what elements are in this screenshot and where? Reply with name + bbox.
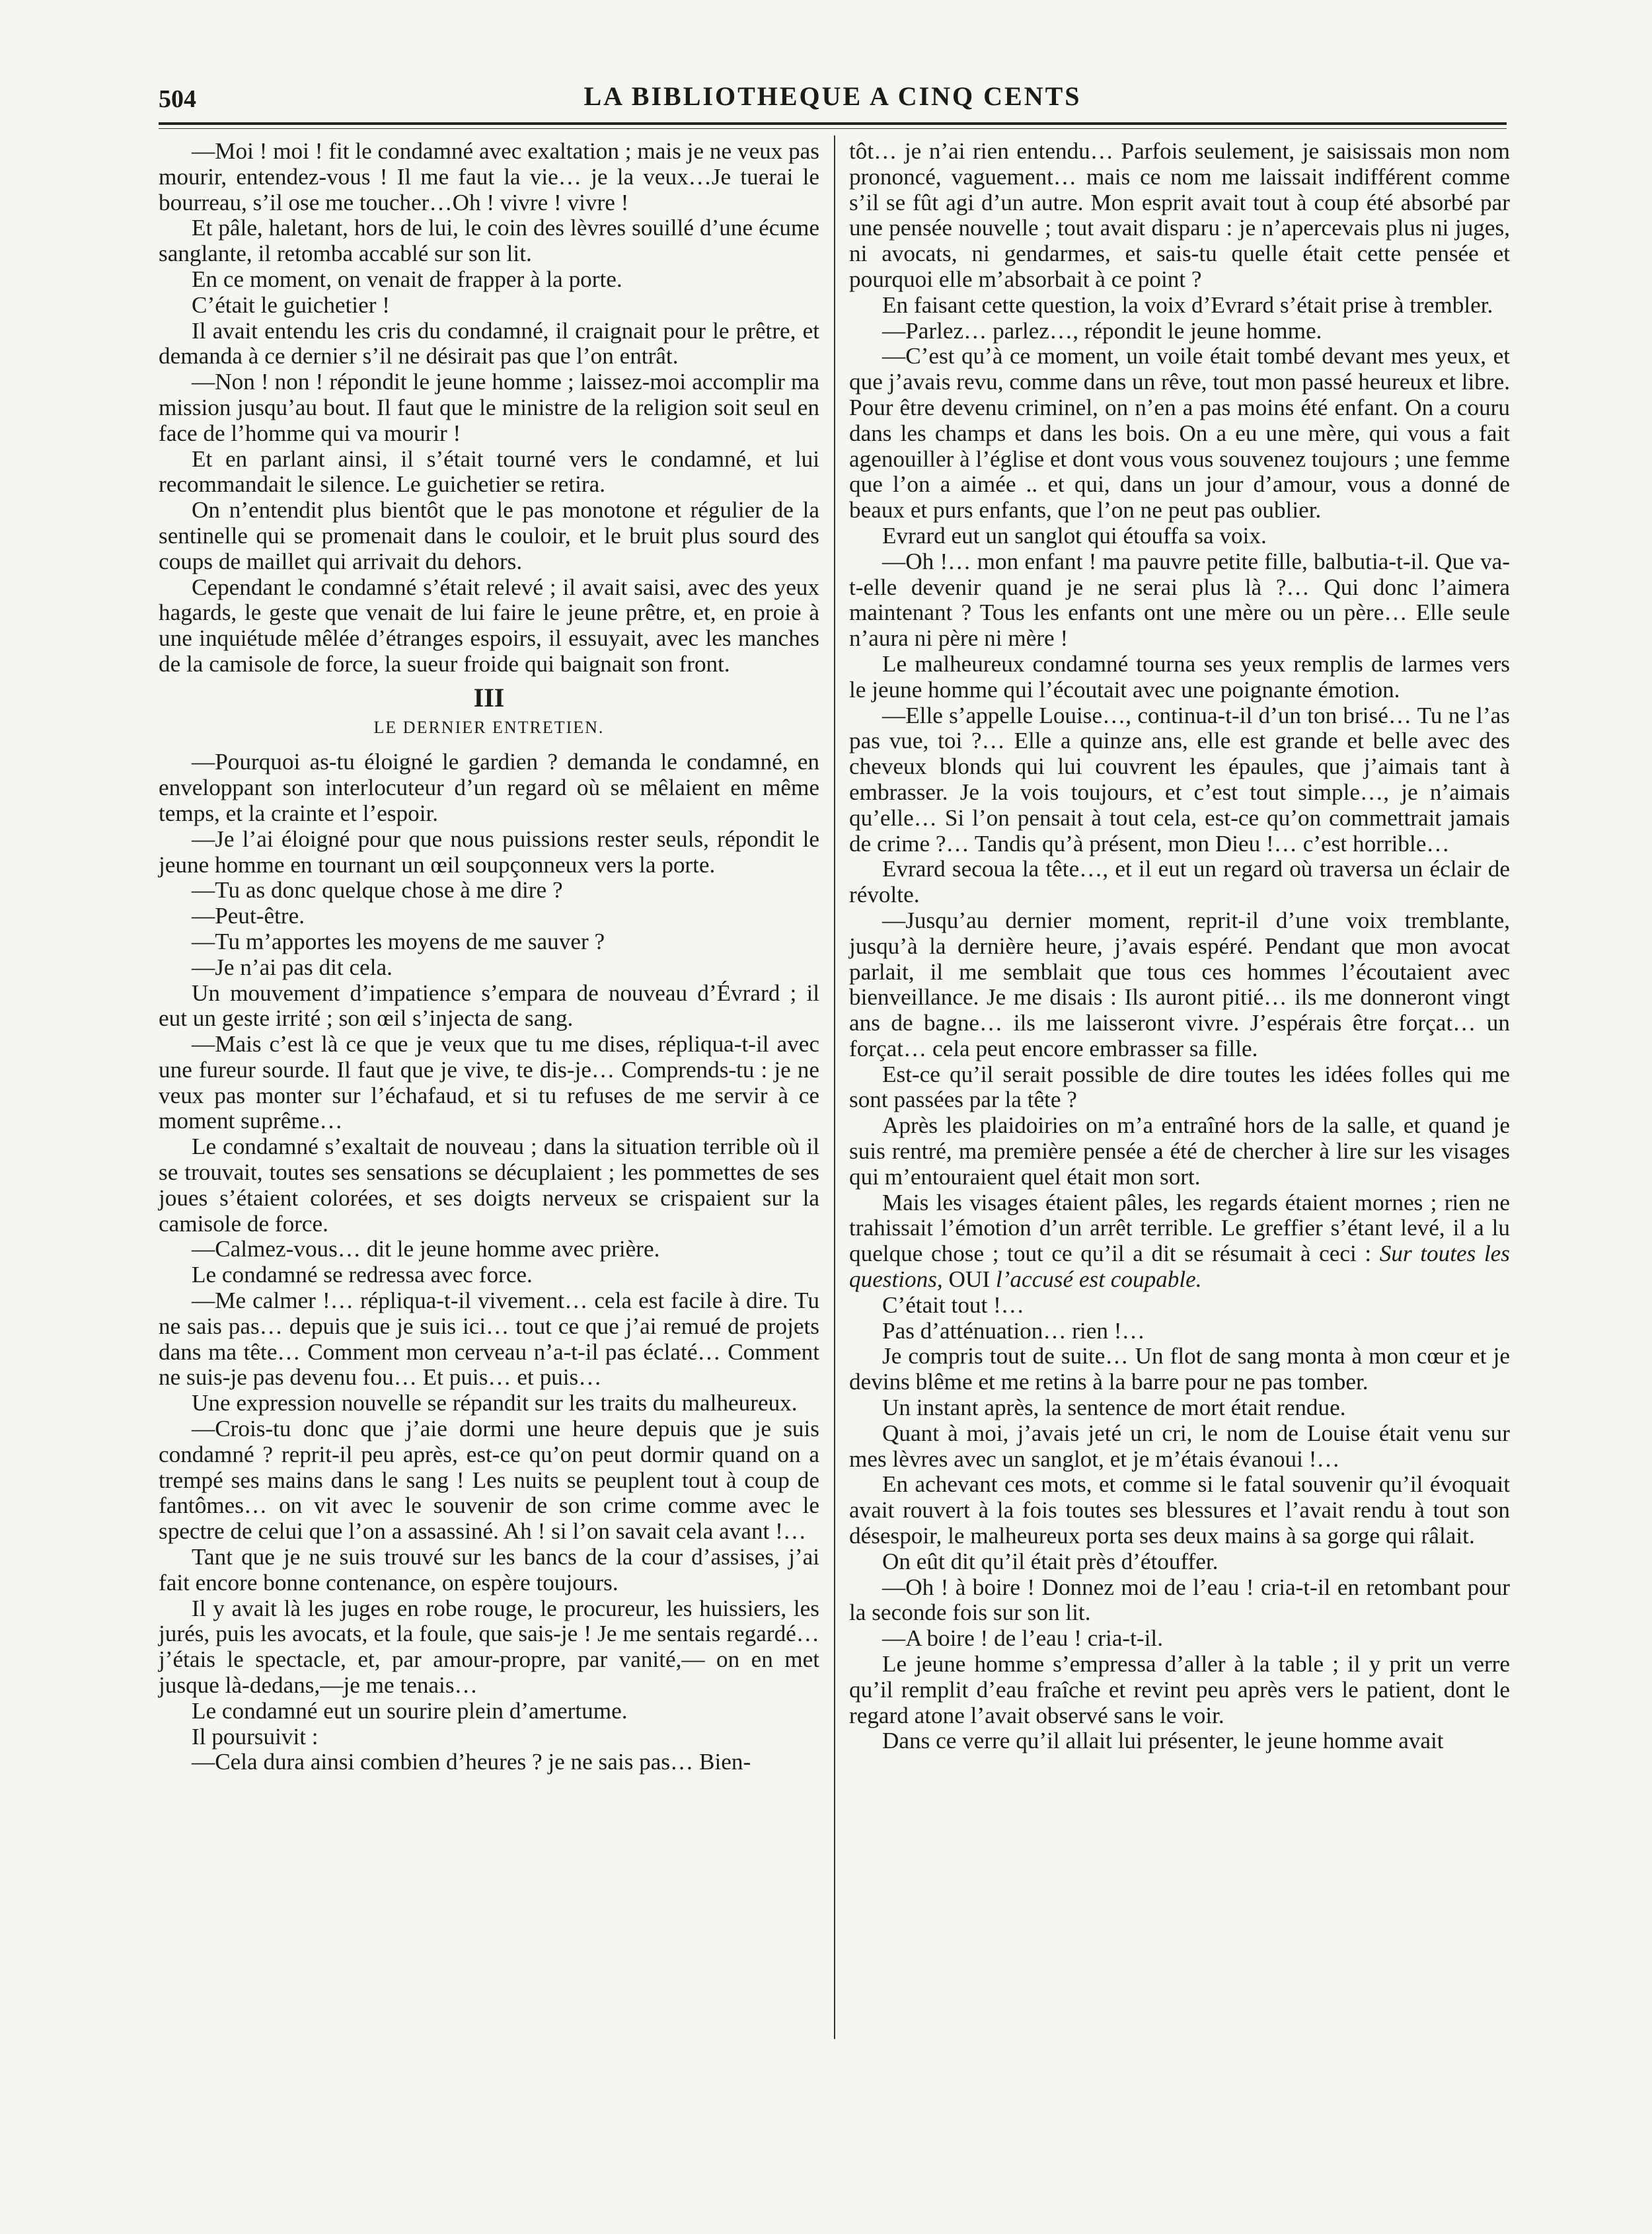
paragraph: —Parlez… parlez…, répondit le jeune homme. xyxy=(882,317,1322,344)
verdict-oui: OUI xyxy=(942,1266,996,1293)
paragraph-continuation: tôt… je n’ai rien entendu… Parfois seulement, je saisissais mon nom prononcé, vaguement… mais ce nom me laissait indifférent comme s’il se fût agi d’un autre. Mon esprit avait tout à coup été absorbé par une pensée nouvelle ; tout avait disparu : je n’apercevais plus ni juges, ni avocats, ni gendarmes, et sais-tu quelle était cette pensée et pourquoi elle m’absorbait à ce point ? xyxy=(849,138,1510,292)
paragraph: En ce moment, on venait de frapper à la porte. xyxy=(192,266,622,292)
header-rule xyxy=(159,122,1507,125)
paragraph: Est-ce qu’il serait possible de dire toutes les idées folles qui me sont passées par la tête ? xyxy=(849,1061,1510,1113)
paragraph: —Oh ! à boire ! Donnez moi de l’eau ! cria-t-il en retombant pour la seconde fois sur son lit. xyxy=(849,1574,1510,1626)
paragraph: Il avait entendu les cris du condamné, il craignait pour le prêtre, et demanda à ce dernier s’il ne désirait pas que l’on entrât. xyxy=(159,317,819,369)
paragraph: Dans ce verre qu’il allait lui présenter, le jeune homme avait xyxy=(882,1728,1444,1754)
paragraph-group xyxy=(159,139,819,677)
section-title: LE DERNIER ENTRETIEN. xyxy=(373,717,605,737)
paragraph: C’était tout !… xyxy=(882,1291,1024,1318)
verdict-italic: Sur toutes les questions, xyxy=(849,1241,1510,1293)
column-divider xyxy=(834,135,835,2039)
paragraph: Et en parlant ainsi, il s’était tourné vers le condamné, et lui recommandait le silence. Le guichetier se retira. xyxy=(159,445,819,498)
paragraph: —Non ! non ! répondit le jeune homme ; laissez-moi accomplir ma mission jusqu’au bout. Il faut que le ministre de la religion soit seul en face de l’homme qui va mourir ! xyxy=(159,369,819,446)
paragraph: —C’est qu’à ce moment, un voile était tombé devant mes yeux, et que j’avais revu, comme dans un rêve, tout mon passé heureux et libre. Pour être devenu criminel, on n’en a pas moins été enfant. On a couru dans les champs et dans les bois. On a eu une mère, qui vous a fait agenouiller à l’église et dont vous vous souvenez toujours ; une femme que l’on a aimée .. et qui, dans un jour d’amour, vous a donné de beaux et purs enfants, que l’on ne peut pas oublier. xyxy=(849,343,1510,523)
paragraph: —Mais c’est là ce que je veux que tu me dises, répliqua-t-il avec une fureur sourde. Il faut que je vive, te dis-je… Comprends-tu : je ne veux pas monter sur l’échafaud, et si tu refuses de me servir à ce moment suprême… xyxy=(159,1031,819,1134)
paragraph: —Moi ! moi ! fit le condamné avec exaltation ; mais je ne veux pas mourir, entendez-vous ! Il me faut la vie… je la veux…Je tuerai le bourreau, s’il ose me toucher…Oh ! vivre ! vivre ! xyxy=(159,138,819,215)
paragraph: Il y avait là les juges en robe rouge, le procureur, les huissiers, les jurés, puis les avocats, et la foule, que sais-je ! Je me sentais regardé… j’étais le spectacle, et, par amour-propre, par vanité,— on en met jusque là-dedans,—je me tenais… xyxy=(159,1595,819,1699)
paragraph: Le malheureux condamné tourna ses yeux remplis de larmes vers le jeune homme qui l’écoutait avec une poignante émotion. xyxy=(849,650,1510,703)
paragraph: —A boire ! de l’eau ! cria-t-il. xyxy=(882,1625,1163,1652)
paragraph: Un instant après, la sentence de mort était rendue. xyxy=(882,1395,1346,1421)
paragraph-group xyxy=(159,750,819,1775)
paragraph: Une expression nouvelle se répandit sur les traits du malheureux. xyxy=(192,1390,798,1416)
paragraph: —Peut-être. xyxy=(192,903,305,929)
verdict-text: Mais les visages étaient pâles, les regards étaient mornes ; rien ne trahissait l’émotion d’un arrêt terrible. Le greffier s’étant levé, il a lu quelque chose ; tout ce qu’il a dit se résumait à ceci : xyxy=(849,1189,1510,1267)
paragraph: —Elle s’appelle Louise…, continua-t-il d’un ton brisé… Tu ne l’as pas vue, toi ?… Elle a quinze ans, elle est grande et belle avec des cheveux blonds qui lui couvrent les épaules, que j’aimais tant à embrasser. Je la vois toujours, et c’est tout simple…, je n’aimais qu’elle… Si l’on pensait à tout cela, est-ce qu’on commettrait jamais de crime ?… Tandis qu’à présent, mon Dieu !… c’est horrible… xyxy=(849,702,1510,857)
paragraph: En faisant cette question, la voix d’Evrard s’était prise à trembler. xyxy=(882,291,1493,318)
paragraph: —Cela dura ainsi combien d’heures ? je ne sais pas… Bien- xyxy=(192,1749,751,1775)
paragraph: Le jeune homme s’empressa d’aller à la table ; il y prit un verre qu’il remplit d’eau fraîche et revint peu après vers le patient, dont le regard atone l’avait observé sans le voir. xyxy=(849,1651,1510,1728)
paragraph: —Calmez-vous… dit le jeune homme avec prière. xyxy=(192,1236,660,1262)
page-header xyxy=(159,74,1507,120)
verdict-italic: l’accusé est coupable. xyxy=(995,1266,1202,1293)
paragraph: Et pâle, haletant, hors de lui, le coin des lèvres souillé d’une écume sanglante, il retomba accablé sur son lit. xyxy=(159,215,819,267)
paragraph: Un mouvement d’impatience s’empara de nouveau d’Évrard ; il eut un geste irrité ; son œil s’injecta de sang. xyxy=(159,980,819,1032)
paragraph: —Tu m’apportes les moyens de me sauver ? xyxy=(192,928,605,954)
paragraph: —Me calmer !… répliqua-t-il vivement… cela est facile à dire. Tu ne sais pas… depuis que je suis ici… tout ce que j’ai remué de projets dans ma tête… Comment mon cerveau n’a-t-il pas éclaté… Comment ne suis-je pas devenu fou… Et puis… et puis… xyxy=(159,1288,819,1391)
paragraph: —Jusqu’au dernier moment, reprit-il d’une voix tremblante, jusqu’à la dernière heure, j’avais espéré. Pendant que mon avocat parlait, il me semblait que tous ces hommes l’écoutaient avec bienveillance. Je me disais : Ils auront pitié… ils me donneront vingt ans de bagne… ils me laisseront vivre. J’espérais être forçat… un forçat… cela peut encore embrasser sa fille. xyxy=(849,907,1510,1061)
section-number: III xyxy=(473,682,505,713)
header-rule-thin xyxy=(159,128,1507,129)
paragraph: Tant que je ne suis trouvé sur les bancs de la cour d’assises, j’ai fait encore bonne contenance, on espère toujours. xyxy=(159,1544,819,1596)
paragraph: On n’entendit plus bientôt que le pas monotone et régulier de la sentinelle qui se promenait dans le couloir, et le bruit plus sourd des coups de maillet qui arrivait du dehors. xyxy=(159,497,819,574)
paragraph: Je compris tout de suite… Un flot de sang monta à mon cœur et je devins blême et me retins à la barre pour ne pas tomber. xyxy=(849,1343,1510,1395)
paragraph: Quant à moi, j’avais jeté un cri, le nom de Louise était venu sur mes lèvres avec un sanglot, et je m’étais évanoui !… xyxy=(849,1420,1510,1472)
paragraph: —Tu as donc quelque chose à me dire ? xyxy=(192,877,563,904)
paragraph: Evrard secoua la tête…, et il eut un regard où traversa un éclair de révolte. xyxy=(849,856,1510,908)
paragraph: Evrard eut un sanglot qui étouffa sa voix. xyxy=(882,522,1267,549)
paragraph: En achevant ces mots, et comme si le fatal souvenir qu’il évoquait avait rouvert à la fois toutes ses blessures et l’avait rendu à tout son désespoir, le malheureux porta ses deux mains à sa gorge qui râlait. xyxy=(849,1471,1510,1549)
paragraph: Après les plaidoiries on m’a entraîné hors de la salle, et quand je suis rentré, ma première pensée a été de chercher à lire sur les visages qui m’entouraient quel était mon sort. xyxy=(849,1112,1510,1190)
paragraph: —Je n’ai pas dit cela. xyxy=(192,954,393,980)
paragraph: C’était le guichetier ! xyxy=(192,291,390,318)
page-number: 504 xyxy=(159,85,196,113)
paragraph: —Je l’ai éloigné pour que nous puissions rester seuls, répondit le jeune homme en tournant un œil soupçonneux vers la porte. xyxy=(159,826,819,878)
right-column xyxy=(849,139,1510,1754)
paragraph: On eût dit qu’il était près d’étouffer. xyxy=(882,1548,1219,1574)
paragraph: —Pourquoi as-tu éloigné le gardien ? demanda le condamné, en enveloppant son interlocuteur d’un regard où se mêlaient en même temps, et la crainte et l’espoir. xyxy=(159,749,819,826)
left-column xyxy=(159,139,819,1775)
paragraph: Pas d’atténuation… rien !… xyxy=(882,1317,1145,1344)
running-title: LA BIBLIOTHEQUE A CINQ CENTS xyxy=(583,81,1082,111)
paragraph: —Crois-tu donc que j’aie dormi une heure depuis que je suis condamné ? reprit-il peu après, est-ce qu’on peut dormir quand on a trempé ses mains dans le sang ! Les nuits se peuplent tout à coup de fantômes… on vit avec le souvenir de son crime comme avec le spectre de celui que l’on a assassiné. Ah ! si l’on savait cela avant !… xyxy=(159,1416,819,1545)
paragraph: Le condamné s’exaltait de nouveau ; dans la situation terrible où il se trouvait, toutes ses sensations se décuplaient ; les pommettes de ses joues s’étaient colorées, et ses doigts nerveux se crispaient sur la camisole de force. xyxy=(159,1134,819,1237)
paragraph: Cependant le condamné s’était relevé ; il avait saisi, avec des yeux hagards, le geste que venait de lui faire le jeune prêtre, et, en proie à une inquiétude mêlée d’étranges espoirs, il essuyait, avec les manches de la camisole de force, la sueur froide qui baignait son front. xyxy=(159,574,819,677)
paragraph-group xyxy=(849,293,1510,1190)
paragraph: Il poursuivit : xyxy=(192,1723,319,1750)
paragraph-verdict xyxy=(849,1190,1510,1293)
paragraph-group xyxy=(849,1293,1510,1754)
paragraph: Le condamné se redressa avec force. xyxy=(192,1262,533,1288)
paragraph: Le condamné eut un sourire plein d’amertume. xyxy=(192,1697,628,1724)
paragraph: —Oh !… mon enfant ! ma pauvre petite fille, balbutia-t-il. Que va-t-elle devenir quand je ne serai plus là ?… Qui donc l’aimera maintenant ? Tous les enfants ont une mère ou un père… Elle seule n’aura ni père ni mère ! xyxy=(849,548,1510,652)
